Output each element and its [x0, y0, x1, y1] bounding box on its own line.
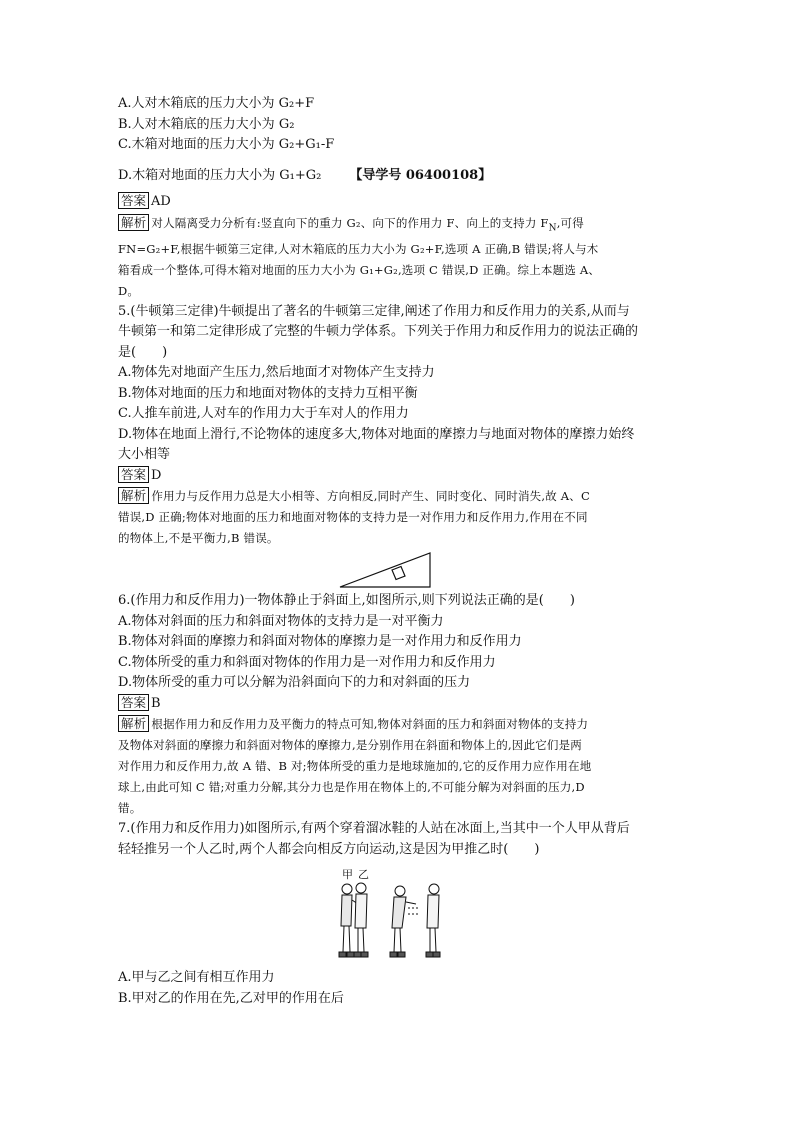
q5-stem-line-3: 是( )	[118, 344, 168, 360]
q4-explanation	[118, 213, 678, 302]
q6-answer: B	[151, 695, 161, 711]
q7-stem-line-2: 轻轻推另一个人乙时,两个人都会向相反方向运动,这是因为甲推乙时( )	[118, 841, 540, 857]
skaters-figure	[118, 860, 678, 968]
q5-explanation	[118, 486, 678, 549]
q4-option-d: D.木箱对地面的压力大小为 G₁+G₂	[118, 167, 322, 183]
q4-answer: AD	[151, 194, 171, 209]
q5-answer: D	[151, 467, 162, 483]
q4-expl-line-4: D。	[118, 283, 140, 298]
q5-option-d-line-1: D.物体在地面上滑行,不论物体的速度多大,物体对地面的摩擦力与地面对物体的摩擦力始终	[118, 426, 635, 442]
q6-option-a: A.物体对斜面的压力和斜面对物体的支持力是一对平衡力	[118, 613, 444, 629]
q4-explanation-tag: 解析	[118, 214, 149, 231]
q4-reference-number: 【导学号 06400108】	[349, 167, 492, 183]
label-jia: 甲	[342, 868, 353, 882]
q6-explanation	[118, 714, 678, 819]
q6-option-b: B.物体对斜面的摩擦力和斜面对物体的摩擦力是一对作用力和反作用力	[118, 634, 522, 650]
q7-stem-line-1: 7.(作用力和反作用力)如图所示,有两个穿着溜冰鞋的人站在冰面上,当其中一个人甲从背后	[118, 821, 630, 837]
q5-answer-tag: 答案	[118, 466, 149, 483]
q4-option-b: B.人对木箱底的压力大小为 G₂	[118, 116, 295, 132]
q5-stem-line-2: 牛顿第一和第二定律形成了完整的牛顿力学体系。下列关于作用力和反作用力的说法正确的	[118, 324, 639, 340]
q4-option-a: A.人对木箱底的压力大小为 G₂+F	[118, 96, 315, 111]
q4-expl-sub: N	[548, 222, 557, 233]
q6-expl-line-1: 根据作用力和反作用力及平衡力的特点可知,物体对斜面的压力和斜面对物体的支持力	[151, 717, 589, 732]
q5-expl-line-2: 错误,D 正确;物体对地面的压力和地面对物体的支持力是一对作用力和反作用力,作用在不同	[118, 510, 588, 525]
label-yi: 乙	[358, 868, 369, 882]
q5-expl-line-1: 作用力与反作用力总是大小相等、方向相反,同时产生、同时变化、同时消失,故 A、C	[151, 489, 590, 504]
q5-stem-line-1: 5.(牛顿第三定律)牛顿提出了著名的牛顿第三定律,阐述了作用力和反作用力的关系,从而与	[118, 303, 630, 319]
block-on-incline	[392, 567, 405, 580]
q6-expl-line-2: 及物体对斜面的摩擦力和斜面对物体的摩擦力,是分别作用在斜面和物体上的,因此它们是两	[118, 738, 583, 753]
q6-expl-line-4: 球上,由此可知 C 错;对重力分解,其分力也是作用在物体上的,不可能分解为对斜面的压力,D	[118, 780, 585, 795]
q7-option-a: A.甲与乙之间有相互作用力	[118, 970, 275, 986]
q5-option-c: C.人推车前进,人对车的作用力大于车对人的作用力	[118, 406, 409, 422]
q7-option-b: B.甲对乙的作用在先,乙对甲的作用在后	[118, 990, 344, 1006]
q4-expl-line-1-end: ,可得	[556, 215, 584, 230]
q6-answer-tag: 答案	[118, 694, 149, 711]
q5-expl-line-3: 的物体上,不是平衡力,B 错误。	[118, 531, 279, 546]
q6-option-c: C.物体所受的重力和斜面对物体的作用力是一对作用力和反作用力	[118, 654, 496, 670]
q4-expl-line-2: FN=G₂+F,根据牛顿第三定律,人对木箱底的压力大小为 G₂+F,选项 A 正确,B 错误;将人与木	[118, 241, 599, 256]
q6-explanation-tag: 解析	[118, 715, 149, 732]
q4-answer-row	[118, 192, 678, 213]
q4-answer-tag: 答案	[118, 192, 149, 209]
document-page	[118, 94, 678, 1009]
incline-figure	[118, 549, 678, 591]
q5-option-d-line-2: 大小相等	[118, 447, 171, 463]
q6-answer-row	[118, 694, 678, 715]
q5-answer-row	[118, 466, 678, 487]
q5-option-b: B.物体对地面的压力和地面对物体的支持力互相平衡	[118, 385, 418, 401]
q6-stem: 6.(作用力和反作用力)一物体静止于斜面上,如图所示,则下列说法正确的是( )	[118, 593, 575, 609]
q4-expl-line-3: 箱看成一个整体,可得木箱对地面的压力大小为 G₁+G₂,选项 C 错误,D 正确。综上本题选 A、	[118, 262, 601, 277]
incline-triangle	[340, 553, 430, 587]
q4-option-c: C.木箱对地面的压力大小为 G₂+G₁-F	[118, 137, 335, 152]
q4-expl-line-1: 对人隔离受力分析有:竖直向下的重力 G₂、向下的作用力 F、向上的支持力 F	[151, 215, 549, 230]
q5-option-a: A.物体先对地面产生压力,然后地面才对物体产生支持力	[118, 365, 435, 381]
q6-expl-line-3: 对作用力和反作用力,故 A 错、B 对;物体所受的重力是地球施加的,它的反作用力应作用在地	[118, 759, 592, 774]
q4-option-d-row	[118, 166, 678, 187]
q6-expl-line-5: 错。	[118, 801, 142, 816]
skaters-drawing	[328, 878, 458, 966]
q5-explanation-tag: 解析	[118, 487, 149, 504]
q6-option-d: D.物体所受的重力可以分解为沿斜面向下的力和对斜面的压力	[118, 675, 471, 691]
